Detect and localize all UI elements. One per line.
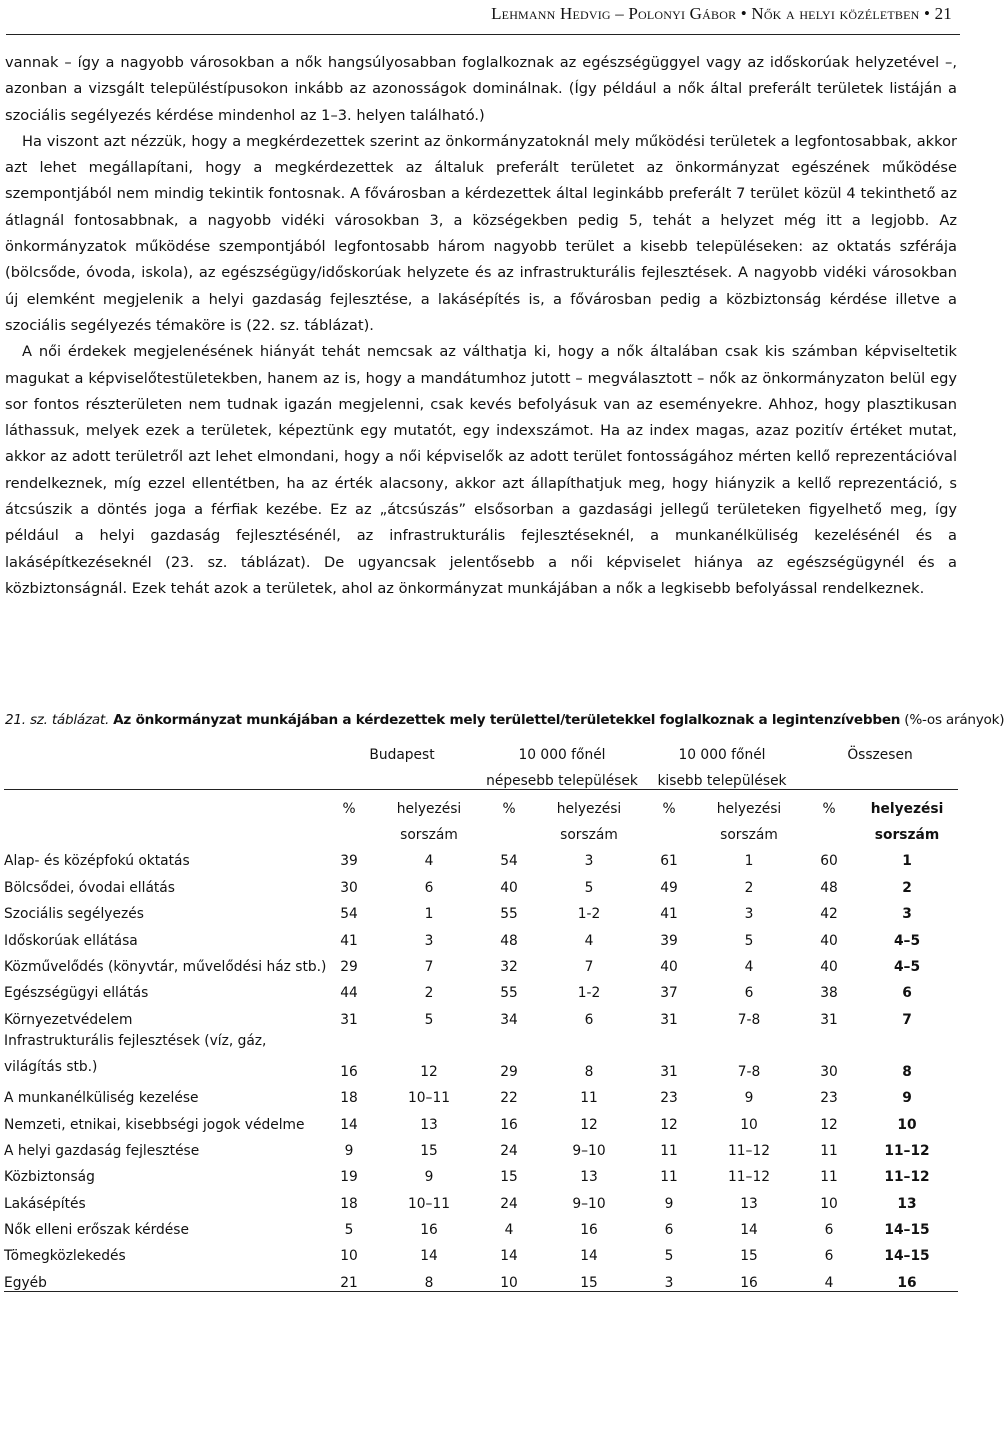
pct-cell: 31 [340,1011,358,1028]
table-number: 21. sz. [5,712,48,728]
rank-cell: 7 [902,1011,912,1028]
pct-cell: 34 [500,1011,518,1028]
table-row [4,1238,958,1264]
pct-cell: 29 [340,958,358,975]
pct-cell: 12 [660,1116,678,1133]
subheader-pct: % [502,801,516,817]
table-row [4,975,958,1001]
pct-cell: 11 [820,1169,838,1186]
pct-cell: 30 [820,1063,838,1080]
subheader-pct: % [342,801,356,817]
table-row [4,1133,958,1159]
header-blank [4,737,322,763]
group-header-total-line2 [802,763,958,790]
pct-cell: 41 [340,932,358,949]
rank-cell: 13 [740,1195,758,1212]
subheader-rank: helyezési [716,801,782,817]
table-row [4,949,958,975]
rank-cell: 16 [696,1264,802,1291]
pct-cell: 21 [322,1264,376,1291]
rank-cell: 12 [580,1116,598,1133]
rank-cell: 2 [902,879,912,896]
rank-cell: 15 [740,1248,758,1265]
group-header-larger: 10 000 főnél [518,747,606,763]
rank-cell: 1-2 [577,985,601,1002]
row-label: A munkanélküliség kezelése [4,1090,199,1107]
pct-cell: 49 [660,879,678,896]
row-label: Nők elleni erőszak kérdése [4,1222,189,1239]
rank-cell: 3 [424,932,434,949]
pct-cell: 24 [500,1142,518,1159]
pct-cell: 4 [504,1222,514,1239]
pct-cell: 61 [660,853,678,870]
rank-cell: 3 [902,906,912,923]
rank-cell: 8 [902,1063,912,1080]
subheader-rank: helyezési [870,801,944,817]
rank-cell: 2 [424,985,434,1002]
pct-cell: 42 [820,906,838,923]
header-blank [4,763,322,790]
rank-cell: 11 [580,1090,598,1107]
paragraph: vannak – így a nagyobb városokban a nők hangsúlyosabban foglalkoznak az egészségüggyel vagy az időskorúak helyzetével –, azonban a vizsgált településtípusokon inkább az azonosságok dominálnak. (Így például a nők által preferált területek listáján a szociális segélyezés kérdése mindenhol az 1–3. helyen található.) [5,54,957,124]
rank-cell: 1 [744,853,754,870]
pct-cell: 39 [340,853,358,870]
pct-cell: 10 [820,1195,838,1212]
rank-cell: 8 [584,1063,594,1080]
table-row [4,1264,958,1291]
row-label: Környezetvédelem [4,1011,133,1028]
row-label: Alap- és középfokú oktatás [4,853,190,870]
rank-cell: 7-8 [737,1063,761,1080]
pct-cell: 11 [660,1169,678,1186]
subheader-blank [642,817,696,843]
rank-cell: 12 [420,1063,438,1080]
rank-cell: 10–11 [407,1195,450,1212]
table-row [4,1212,958,1238]
rank-cell: 4 [584,932,594,949]
rank-cell: 11–12 [884,1142,930,1159]
pct-cell: 44 [340,985,358,1002]
row-label: Bölcsődei, óvodai ellátás [4,879,175,896]
subheader-blank [322,817,376,843]
group-header-smaller: 10 000 főnél [678,747,766,763]
table-row [4,896,958,922]
paragraph: A női érdekek megjelenésének hiányát tehát nemcsak az válthatja ki, hogy a nők általában csak kis számban képviseltetik magukat a képviselőtestületekben, hanem az is, hogy a mandátumhoz jutott – megválasztott – nők az önkormányzaton belül egy sor fontos részterületen nem tudnak igazán megjelenni, csak kevés befolyásuk van az eseményekre. Ahhoz, hogy plasztikusan láthassuk, melyek ezek a területek, képeztünk egy mutatót, egy indexszámot. Ha az index magas, azaz pozitív értéket mutat, akkor az adott területről azt lehet elmondani, hogy a női képviselők az adott terület fontosságához mérten kellő reprezentációval rendelkeznek, míg ezzel ellentétben, ha az érték alacsony, akkor azt állapíthatjuk meg, hogy hiányzik a kellő reprezentáció, s átcsúszik a döntés joga a férfiak kezébe. Ez az „átcsúszás” elsősorban a gazdasági jellegű területeken figyelhető meg, így például a helyi gazdaság fejlesztésénél, az infrastrukturális fejlesztéseknél, a munkanélküliség kezelésénél és a lakásépítkezéseknél (23. sz. táblázat). De ugyancsak jelentősebb a női képviselet hiánya az egészségügynél és a közbiztonságnál. Ezek tehát azok a területek, ahol az önkormányzat munkájában a nők a legkisebb befolyással rendelkeznek. [5,343,957,597]
subheader-rank-line2: sorszám [560,827,618,843]
pct-cell: 54 [500,853,518,870]
rank-cell: 6 [902,985,912,1002]
subheader-blank [4,790,322,818]
subheader-pct: % [662,801,676,817]
rank-cell: 13 [420,1116,438,1133]
running-title: Lehmann Hedvig – Polonyi Gábor • Nők a helyi közéletben • 21 [491,4,952,23]
rank-cell: 11–12 [884,1169,930,1186]
rank-cell: 5 [424,1011,434,1028]
pct-cell: 23 [820,1090,838,1107]
pct-cell: 11 [660,1142,678,1159]
group-header-larger-line2: népesebb települések [482,763,642,790]
table-row [4,1185,958,1211]
pct-cell: 11 [820,1142,838,1159]
pct-cell: 18 [340,1195,358,1212]
table-row [4,843,958,869]
table-row [4,922,958,948]
pct-cell: 18 [340,1090,358,1107]
rank-cell: 6 [584,1011,594,1028]
pct-cell: 40 [820,958,838,975]
row-label: Időskorúak ellátása [4,932,138,949]
pct-cell: 6 [824,1248,834,1265]
rank-cell: 1-2 [577,906,601,923]
rank-cell: 15 [420,1142,438,1159]
rank-cell: 10–11 [407,1090,450,1107]
pct-cell: 5 [344,1222,354,1239]
table-caption [5,710,1004,730]
pct-cell: 40 [660,958,678,975]
rank-cell: 2 [744,879,754,896]
rank-cell: 13 [580,1169,598,1186]
rank-cell: 16 [580,1222,598,1239]
rank-cell: 6 [424,879,434,896]
pct-cell: 6 [664,1222,674,1239]
pct-cell: 19 [340,1169,358,1186]
pct-cell: 14 [500,1248,518,1265]
pct-cell: 38 [820,985,838,1002]
rank-cell: 14 [740,1222,758,1239]
row-label: Infrastrukturális fejlesztések (víz, gáz, világítás stb.) [4,1032,267,1075]
subheader-pct: % [822,801,836,817]
header-rule [6,34,960,35]
pct-cell: 31 [660,1063,678,1080]
subheader-rank-line2: sorszám [400,827,458,843]
subheader-blank [802,817,856,843]
rank-cell: 9 [424,1169,434,1186]
rank-cell: 11–12 [727,1169,770,1186]
rank-cell: 13 [897,1195,917,1212]
group-header-total: Összesen [847,747,913,763]
pct-cell: 6 [824,1222,834,1239]
pct-cell: 39 [660,932,678,949]
table-row [4,1028,958,1080]
subheader-rank-line2: sorszám [720,827,778,843]
pct-cell: 41 [660,906,678,923]
table-row [4,1080,958,1106]
rank-cell: 4–5 [893,958,921,975]
pct-cell: 10 [340,1248,358,1265]
group-header-budapest-line2 [322,763,482,790]
row-label: Közbiztonság [4,1169,95,1186]
subheader-rank: helyezési [556,801,622,817]
rank-cell: 3 [744,906,754,923]
rank-cell: 1 [902,853,912,870]
pct-cell: 31 [660,1011,678,1028]
rank-cell: 1 [424,906,434,923]
table-title: Az önkormányzat munkájában a kérdezettek mely területtel/területekkel foglalkoznak a legintenzívebben [113,712,901,728]
row-label: Tömegközlekedés [4,1248,126,1265]
rank-cell: 9–10 [572,1142,606,1159]
pct-cell: 37 [660,985,678,1002]
table-row [4,1106,958,1132]
rank-cell: 16 [856,1264,958,1291]
table-unit: (%-os arányok) [904,712,1004,728]
pct-cell: 10 [482,1264,536,1291]
rank-cell: 7 [584,958,594,975]
pct-cell: 9 [344,1142,354,1159]
row-label: A helyi gazdaság fejlesztése [4,1142,200,1159]
pct-cell: 5 [664,1248,674,1265]
group-header-smaller-line2: kisebb települések [642,763,802,790]
paragraph: Ha viszont azt nézzük, hogy a megkérdezettek szerint az önkormányzatoknál mely működési területek a legfontosabbak, akkor azt lehet megállapítani, hogy a megkérdezettek az általuk preferált területet az önkormányzat egészének működése szempontjából nem mindig tekintik fontosnak. A fővárosban a kérdezettek által leginkább preferált 7 terület közül 4 tekinthető az átlagnál fontosabbnak, a nagyobb vidéki városokban 3, a községekben pedig 5, tehát a helyzet még itt a legjobb. Az önkormányzatok működése szempontjából legfontosabb három nagyobb terület a kisebb településeken: az oktatás szférája (bölcsőde, óvoda, iskola), az egészségügy/időskorúak helyzete és az infrastrukturális fejlesztések. A nagyobb vidéki városokban új elemként megjelenik a helyi gazdaság fejlesztése, a lakásépítés is, a fővárosban pedig a közbiztonság kérdése illetve a szociális segélyezés témaköre is (22. sz. táblázat). [5,132,957,334]
table-row [4,1001,958,1027]
subheader-blank [4,817,322,843]
rank-cell: 16 [420,1222,438,1239]
rank-cell: 5 [744,932,754,949]
rank-cell: 8 [376,1264,482,1291]
rank-cell: 7 [424,958,434,975]
pct-cell: 29 [500,1063,518,1080]
rank-cell: 10 [740,1116,758,1133]
pct-cell: 12 [820,1116,838,1133]
rank-cell: 9 [902,1090,912,1107]
rank-cell: 15 [536,1264,642,1291]
table-label: táblázat. [51,712,110,728]
rank-cell: 4 [424,853,434,870]
pct-cell: 3 [642,1264,696,1291]
rank-cell: 14 [420,1248,438,1265]
rank-cell: 5 [584,879,594,896]
pct-cell: 14 [340,1116,358,1133]
pct-cell: 22 [500,1090,518,1107]
pct-cell: 54 [340,906,358,923]
rank-cell: 4–5 [893,932,921,949]
pct-cell: 40 [500,879,518,896]
row-label: Egyéb [4,1264,322,1291]
pct-cell: 60 [820,853,838,870]
pct-cell: 31 [820,1011,838,1028]
row-label: Szociális segélyezés [4,906,144,923]
subheader-rank: helyezési [396,801,462,817]
row-label: Nemzeti, etnikai, kisebbségi jogok védelme [4,1116,305,1133]
rank-cell: 14–15 [884,1222,930,1239]
body-text [5,50,957,602]
pct-cell: 23 [660,1090,678,1107]
pct-cell: 4 [802,1264,856,1291]
row-label: Lakásépítés [4,1195,86,1212]
pct-cell: 15 [500,1169,518,1186]
pct-cell: 48 [500,932,518,949]
pct-cell: 9 [664,1195,674,1212]
rank-cell: 7-8 [737,1011,761,1028]
row-label: Egészségügyi ellátás [4,985,149,1002]
row-label: Közművelődés (könyvtár, művelődési ház stb.) [4,958,327,975]
pct-cell: 24 [500,1195,518,1212]
rank-cell: 14–15 [884,1248,930,1265]
rank-cell: 6 [744,985,754,1002]
pct-cell: 40 [820,932,838,949]
pct-cell: 16 [500,1116,518,1133]
page-header [0,0,960,34]
pct-cell: 30 [340,879,358,896]
table-row [4,869,958,895]
pct-cell: 16 [340,1063,358,1080]
rank-cell: 14 [580,1248,598,1265]
subheader-rank-line2: sorszám [874,827,940,843]
rank-cell: 3 [584,853,594,870]
pct-cell: 55 [500,985,518,1002]
group-header-budapest: Budapest [369,747,435,763]
subheader-blank [482,817,536,843]
rank-cell: 11–12 [727,1142,770,1159]
table-row [4,1159,958,1185]
rank-cell: 9–10 [572,1195,606,1212]
pct-cell: 32 [500,958,518,975]
rank-cell: 10 [897,1116,917,1133]
rank-cell: 4 [744,958,754,975]
data-table [4,737,958,1292]
pct-cell: 55 [500,906,518,923]
rank-cell: 9 [744,1090,754,1107]
pct-cell: 48 [820,879,838,896]
